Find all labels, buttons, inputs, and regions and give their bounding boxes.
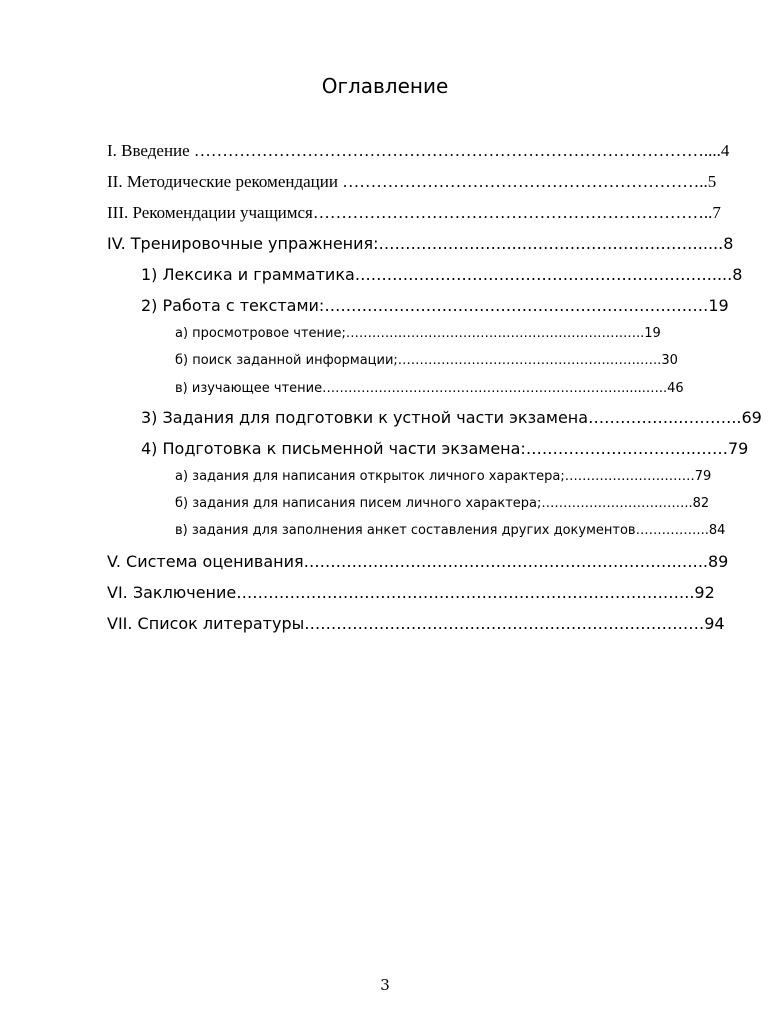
toc-entry-letters: б) задания для написания писем личного характера;……………………………..82 xyxy=(175,496,710,511)
toc-entry-introduction: I. Введение ………………………………………………………………………………....4 xyxy=(107,141,730,160)
toc-entry-student-recommendations: III. Рекомендации учащимся……………………………………………………………..7 xyxy=(107,203,721,222)
toc-entry-conclusion: VI. Заключение…………………………………………………………………………..92 xyxy=(107,583,715,602)
toc-entry-skimming: а) просмотровое чтение;……………………………………………………….…..19 xyxy=(175,326,661,341)
toc-entry-scanning: б) поиск заданной информации;………………………………………….…….…..30 xyxy=(175,353,678,368)
toc-entry-forms: в) задания для заполнения анкет составления других документов……………..84 xyxy=(175,523,726,538)
page-title: Оглавление xyxy=(321,74,449,98)
toc-entry-oral-exam-tasks: 3) Задания для подготовки к устной части экзамена……………...………..69 xyxy=(141,408,762,427)
toc-entry-vocabulary-grammar: 1) Лексика и грамматика………………………………………………………….....8 xyxy=(141,265,743,284)
toc-entry-written-exam-prep: 4) Подготовка к письменной части экзамена:…………………………..……79 xyxy=(141,439,749,458)
toc-entry-assessment-system: V. Система оценивания……………………………………………………………..…..89 xyxy=(107,552,729,571)
toc-entry-working-with-texts: 2) Работа с текстами:………………………………………………………………19 xyxy=(141,296,729,315)
toc-entry-intensive-reading: в) изучающее чтение……………………………………………………………......…..46 xyxy=(175,381,684,396)
page-number: 3 xyxy=(380,976,390,994)
toc-entry-training-exercises: IV. Тренировочные упражнения:……………………...…………………………….....8 xyxy=(107,234,734,253)
toc-entry-postcards: а) задания для написания открыток личного характера;…………………………79 xyxy=(175,469,712,484)
toc-entry-methodical-recommendations: II. Методические рекомендации ………………………………………………………..5 xyxy=(107,172,717,191)
toc-entry-references: VII. Список литературы…………………………………………………………………94 xyxy=(107,614,725,633)
